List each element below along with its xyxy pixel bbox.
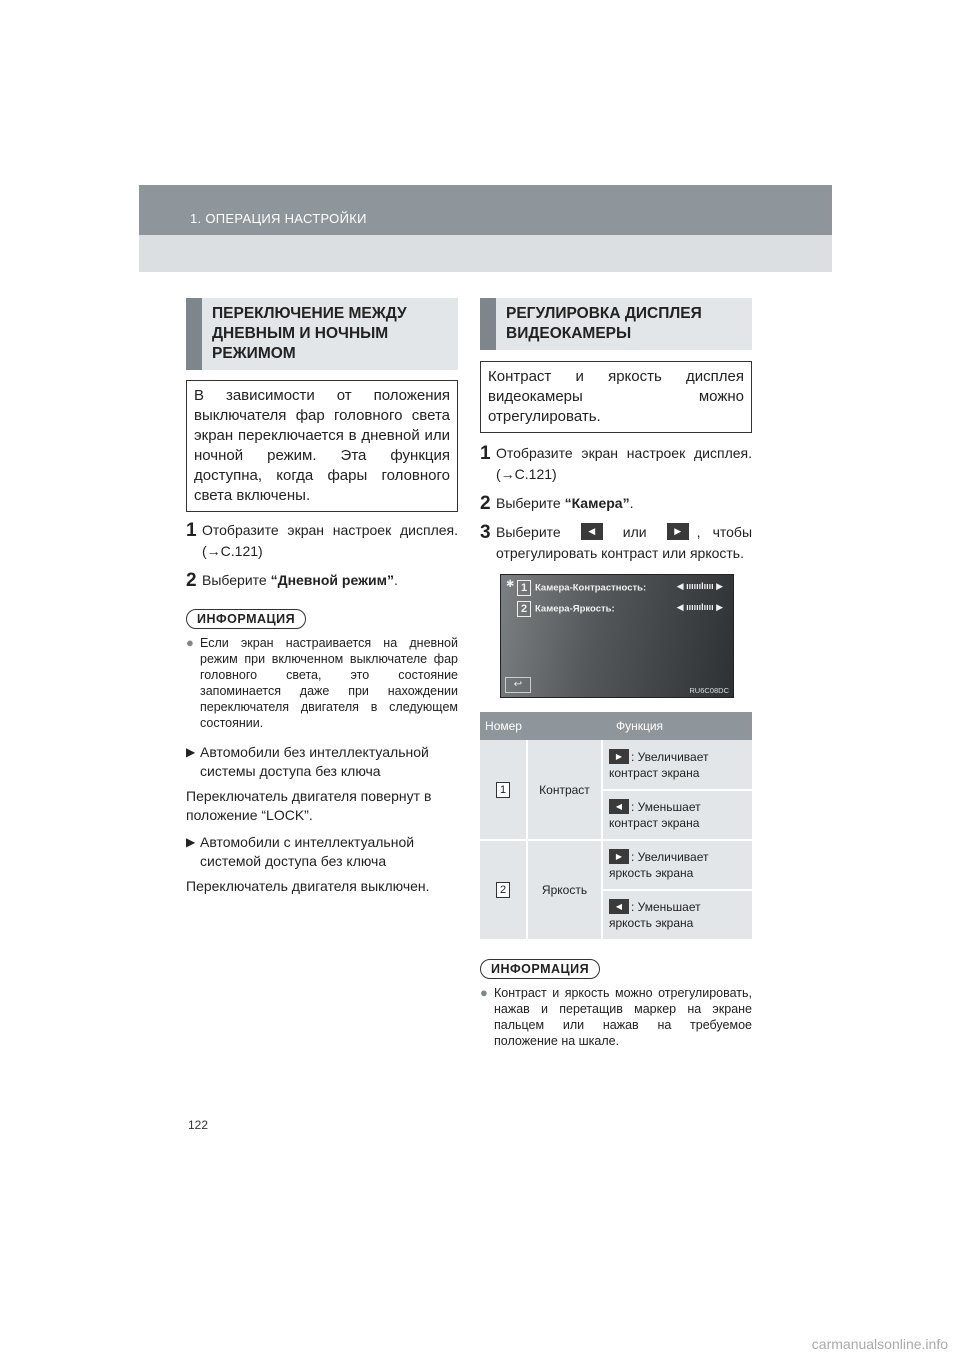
right-arrow-button-icon: ▶ xyxy=(609,849,629,864)
right-step-1 xyxy=(480,443,752,485)
settings-icon: ✱ xyxy=(506,579,515,590)
col-header-function: Функция xyxy=(527,712,752,740)
left-intro-box: В зависимости от положения выключателя фар головного света экран переключается в дневной или ночной режим. Эта функция доступна, когда фары головного света включены. xyxy=(186,380,458,512)
right-step-2 xyxy=(480,493,752,514)
page-number: 122 xyxy=(188,1118,209,1132)
info-bullet xyxy=(480,985,752,1049)
right-heading-line-2: ВИДЕОКАМЕРЫ xyxy=(506,325,632,342)
case-2-text: Переключатель двигателя выключен. xyxy=(186,878,430,894)
step-suffix: . xyxy=(629,495,634,511)
case-label-text: Автомобили без интеллектуальной системы доступа без ключа xyxy=(200,744,429,779)
heading-bar xyxy=(480,298,496,350)
step-text: Отобразите экран настроек дисплея. (→С.121) xyxy=(496,445,752,482)
left-step-1 xyxy=(186,520,458,562)
function-desc: : Увеличивает яркость экрана xyxy=(609,850,709,880)
number-box: 1 xyxy=(496,782,510,798)
slider-control-icon: ◀ ıııııılıııı ▶ xyxy=(676,581,723,591)
table-row xyxy=(480,740,752,790)
screen-row-label: Камера-Контрастность: xyxy=(535,582,647,594)
watermark: carmanualsonline.info xyxy=(811,1336,948,1352)
camera-settings-screenshot xyxy=(500,574,734,698)
slider-control-icon: ◀ ıııııılıııı ▶ xyxy=(676,602,723,612)
case-2-label xyxy=(186,833,458,871)
bullet-icon: ● xyxy=(480,985,488,1000)
section-title: 1. ОПЕРАЦИЯ НАСТРОЙКИ xyxy=(190,211,367,226)
left-column xyxy=(186,298,458,896)
left-heading-line-1: ПЕРЕКЛЮЧЕНИЕ МЕЖДУ xyxy=(212,305,407,322)
left-heading-line-3: РЕЖИМОМ xyxy=(212,345,296,362)
right-column xyxy=(480,298,752,1049)
info-text: Если экран настраивается на дневной режим при включенном выключателе фар головного света, это состояние запоминается даже при нахождении переключателя двигателя в следующем состоянии. xyxy=(200,636,458,730)
step-text-end: , чтобы отрегулировать контраст или яркость. xyxy=(496,524,753,561)
left-heading-line-2: ДНЕВНЫМ И НОЧНЫМ xyxy=(212,325,389,342)
right-arrow-button-icon: ▶ xyxy=(609,749,629,764)
left-arrow-button-icon: ◀ xyxy=(581,523,603,540)
step-text: Отобразите экран настроек дисплея. (→С.121) xyxy=(202,522,458,559)
col-header-number: Номер xyxy=(480,712,527,740)
right-arrow-button-icon: ▶ xyxy=(667,523,689,540)
figure-code: RU6C08DC xyxy=(689,686,729,695)
table-header-row xyxy=(480,712,752,740)
step-number: 1 xyxy=(480,443,491,464)
case-1-text: Переключатель двигателя повернут в положение “LOCK”. xyxy=(186,788,432,823)
camera-label: “Камера” xyxy=(564,495,630,511)
info-tag: ИНФОРМАЦИЯ xyxy=(186,609,306,629)
heading-bar xyxy=(186,298,202,370)
function-desc: : Увеличивает контраст экрана xyxy=(609,749,709,780)
bullet-icon: ● xyxy=(186,635,194,650)
left-arrow-button-icon: ◀ xyxy=(609,799,629,814)
screen-badge-1: 1 xyxy=(517,580,531,596)
header-band xyxy=(139,185,832,235)
right-heading-line-1: РЕГУЛИРОВКА ДИСПЛЕЯ xyxy=(506,305,702,322)
function-desc: : Уменьшает контраст экрана xyxy=(609,800,701,830)
step-number: 2 xyxy=(480,493,491,514)
function-table xyxy=(480,712,752,941)
step-number: 1 xyxy=(186,520,197,541)
triangle-icon: ▶ xyxy=(186,745,196,759)
step-text: Выберите xyxy=(496,495,565,511)
left-arrow-button-icon: ◀ xyxy=(609,899,629,914)
info-bullet xyxy=(186,635,458,731)
step-text-or: или xyxy=(622,524,647,540)
step-number: 3 xyxy=(480,522,491,543)
screen-row-label: Камера-Яркость: xyxy=(535,603,615,615)
step-number: 2 xyxy=(186,570,197,591)
function-desc: : Уменьшает яркость экрана xyxy=(609,900,701,930)
header-subband xyxy=(139,235,832,272)
step-suffix: . xyxy=(393,572,398,588)
screen-row-brightness xyxy=(517,601,727,619)
right-intro-box: Контраст и яркость дисплея видеокамеры можно отрегулировать. xyxy=(480,361,752,433)
function-name: Яркость xyxy=(527,840,602,940)
left-section-heading xyxy=(186,298,458,370)
screen-row-contrast xyxy=(517,580,727,598)
step-text: Выберите xyxy=(496,524,561,540)
info-text: Контраст и яркость можно отрегулировать, нажав и перетащив маркер на экране пальцем или нажав на требуемое положение на шкале. xyxy=(494,986,752,1048)
function-name: Контраст xyxy=(527,740,602,840)
triangle-icon: ▶ xyxy=(186,835,196,849)
left-step-2 xyxy=(186,570,458,591)
back-icon: ↩ xyxy=(505,677,531,693)
info-tag: ИНФОРМАЦИЯ xyxy=(480,959,600,979)
case-1-label xyxy=(186,743,458,781)
case-label-text: Автомобили с интеллектуальной системой доступа без ключа xyxy=(200,834,415,869)
step-text: Выберите xyxy=(202,572,271,588)
table-row xyxy=(480,840,752,890)
number-box: 2 xyxy=(496,882,510,898)
screen-badge-2: 2 xyxy=(517,601,531,617)
right-section-heading xyxy=(480,298,752,350)
day-mode-label: “Дневной режим” xyxy=(270,572,394,588)
right-step-3 xyxy=(480,522,752,564)
